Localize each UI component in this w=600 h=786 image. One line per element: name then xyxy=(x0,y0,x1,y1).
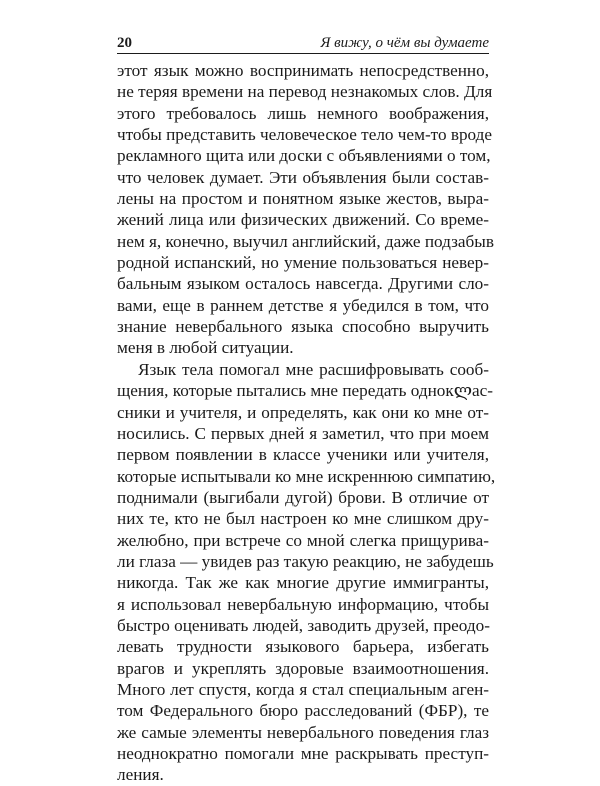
text-line: не теряя времени на перевод незнакомых слов. Для xyxy=(117,82,493,102)
text-line: щения, которые пытались мне передать однокლас- xyxy=(117,381,494,401)
text-line: ли глаза — увидев раз такую реакцию, не забудешь xyxy=(117,551,494,571)
text-line: врагов и укреплять здоровые взаимоотношения. xyxy=(117,658,489,678)
text-line: носились. С первых дней я заметил, что при моем xyxy=(117,423,489,443)
text-line: этого требовалось лишь немного воображения, xyxy=(117,103,489,123)
text-line: быстро оценивать людей, заводить друзей, преодо- xyxy=(117,615,490,635)
text-line: левать трудности языкового барьера, избегать xyxy=(117,637,489,657)
paragraph-2 xyxy=(117,359,496,786)
text-line: бальным языком осталось навсегда. Другими сло- xyxy=(117,274,489,294)
running-head xyxy=(117,34,489,54)
text-line: сники и учителя, и определять, как они ко мне от- xyxy=(117,402,489,422)
text-line: ления. xyxy=(117,765,164,785)
paragraph-1 xyxy=(117,60,494,359)
text-line: желюбно, при встрече со мной слегка прищурива- xyxy=(117,530,489,550)
text-line: никогда. Так же как многие другие иммигранты, xyxy=(117,573,489,593)
text-line: родной испанский, но умение пользоваться невер- xyxy=(117,253,489,273)
text-line: что человек думает. Эти объявления были состав- xyxy=(117,167,489,187)
text-line: которые испытывали ко мне искреннюю симпатию, xyxy=(117,466,496,486)
text-line: поднимали (выгибали дугой) брови. В отличие от xyxy=(117,487,489,507)
chapter-title: Я вижу, о чём вы думаете xyxy=(320,35,489,51)
text-line: вами, еще в раннем детстве я убедился в том, что xyxy=(117,295,489,315)
text-line: чтобы представить человеческое тело чем-то вроде xyxy=(117,125,493,145)
text-line: том Федерального бюро расследований (ФБР), те xyxy=(117,701,489,721)
text-line: я использовал невербальную информацию, чтобы xyxy=(117,594,489,614)
text-line: первом появлении в классе ученики или учителя, xyxy=(117,445,489,465)
body-text xyxy=(117,60,496,786)
text-line: жений лица или физических движений. Со време- xyxy=(117,210,489,230)
text-line: неоднократно помогали мне раскрывать преступ- xyxy=(117,744,489,763)
text-line: этот язык можно воспринимать непосредственно, xyxy=(117,61,489,80)
text-line: нем я, конечно, выучил английский, даже подзабыв xyxy=(117,231,494,251)
page-number: 20 xyxy=(117,35,132,51)
text-line: меня в любой ситуации. xyxy=(117,338,294,358)
text-line: знание невербального языка способно выручить xyxy=(117,317,489,337)
text-line: лены на простом и понятном языке жестов, выра- xyxy=(117,189,489,209)
text-line: Много лет спустя, когда я стал специальным аген- xyxy=(117,679,489,699)
header-rule xyxy=(117,53,489,54)
text-line: Язык тела помогал мне расшифровывать сооб- xyxy=(138,359,489,379)
text-line: них те, кто не был настроен ко мне слишком дру- xyxy=(117,509,489,529)
text-line: же самые элементы невербального поведения глаз xyxy=(117,722,489,742)
text-line: рекламного щита или доски с объявлениями о том, xyxy=(117,146,491,166)
